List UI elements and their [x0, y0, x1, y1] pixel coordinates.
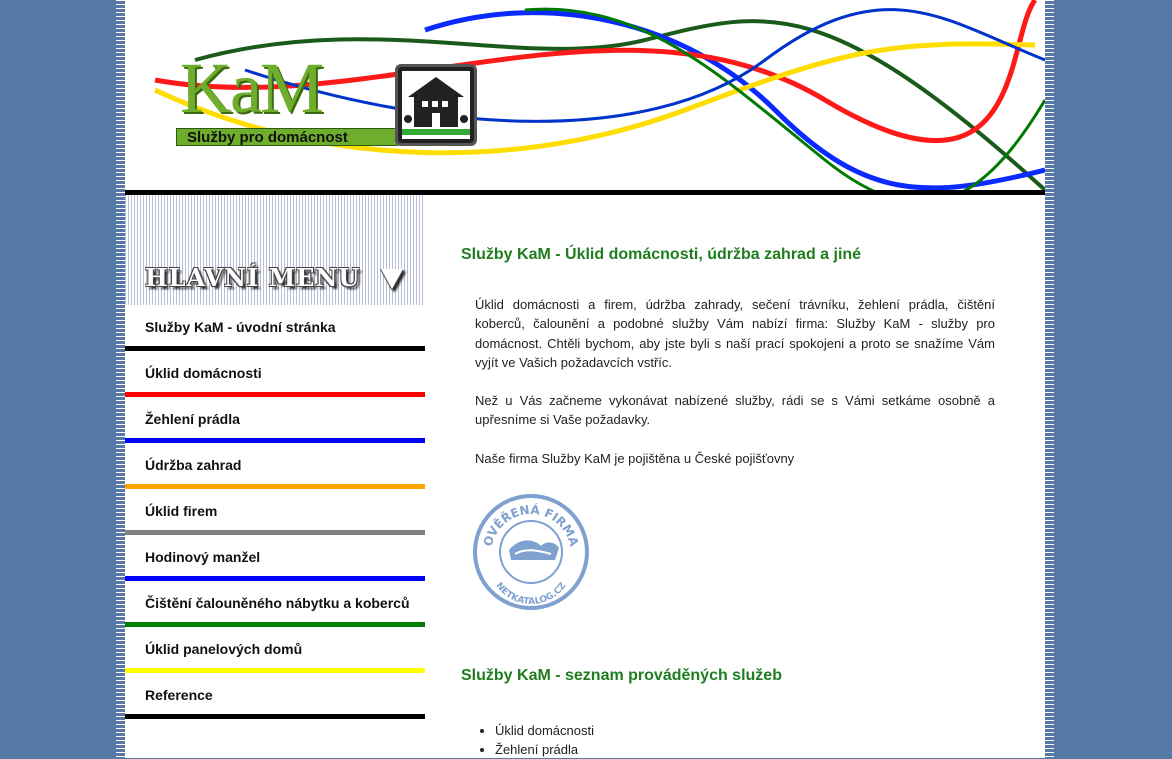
menu-item[interactable]: [125, 305, 425, 351]
left-edge-stripes: [116, 0, 125, 758]
menu-header: [125, 195, 425, 305]
logo-tagline: Služby pro domácnost: [176, 128, 398, 146]
menu-item[interactable]: [125, 489, 425, 535]
menu-item[interactable]: [125, 581, 425, 627]
menu-item[interactable]: [125, 535, 425, 581]
stamp-bottom-text: NETKATALOG.CZ: [493, 580, 569, 608]
services-list: [495, 721, 594, 759]
menu-item-label: Úklid firem: [145, 503, 218, 519]
menu-item-label: Reference: [145, 687, 213, 703]
logo-name: KaM: [180, 48, 322, 128]
sidebar: [125, 195, 425, 758]
menu-item[interactable]: [125, 397, 425, 443]
verified-company-stamp[interactable]: [471, 492, 591, 612]
right-edge-stripes: [1045, 0, 1054, 758]
services-heading: Služby KaM - seznam prováděných služeb: [461, 667, 782, 684]
main-menu: [125, 305, 425, 719]
menu-item-label: Hodinový manžel: [145, 549, 261, 565]
meeting-paragraph: Než u Vás začneme vykonávat nabízené služby, rádi se s Vámi setkáme osobně a upřesníme si Vaše požadavky.: [475, 393, 995, 428]
menu-item-label: Úklid panelových domů: [145, 641, 303, 657]
stamp-top-text: OVĚŘENÁ FIRMA: [480, 502, 582, 548]
menu-title: HLAVNÍ MENU: [145, 263, 361, 292]
menu-item[interactable]: [125, 673, 425, 719]
menu-item[interactable]: [125, 351, 425, 397]
menu-item-label: Žehlení prádla: [145, 411, 240, 427]
intro-paragraph: Úklid domácnosti a firem, údržba zahrady, sečení trávníku, žehlení prádla, čištění koberců, čalounění a podobné služby Vám nabízí firma: Služby KaM - služby pro domácnost. Chtěli bychom, aby jste byli s naší prací spokojeni a proto se snažíme Vám vyjít ve Vašich požadavcích vstříc.: [475, 297, 995, 371]
insurance-paragraph: Naše firma Služby KaM je pojištěna u České pojišťovny: [475, 451, 795, 466]
menu-item-label: Úklid domácnosti: [145, 365, 262, 381]
menu-item[interactable]: [125, 443, 425, 489]
menu-item-label: Údržba zahrad: [145, 457, 242, 473]
menu-item-label: Služby KaM - úvodní stránka: [145, 319, 336, 335]
menu-item-label: Čištění čalouněného nábytku a koberců: [145, 595, 410, 611]
site-header: [125, 0, 1045, 190]
service-item: • Žehlení prádla: [495, 740, 594, 759]
page: [125, 0, 1045, 758]
menu-item[interactable]: [125, 627, 425, 673]
service-item: • Úklid domácnosti: [495, 721, 594, 740]
triangle-down-icon: [381, 269, 403, 289]
house-icon: [395, 64, 477, 146]
page-title: Služby KaM - Úklid domácnosti, údržba zahrad a jiné: [461, 246, 862, 263]
